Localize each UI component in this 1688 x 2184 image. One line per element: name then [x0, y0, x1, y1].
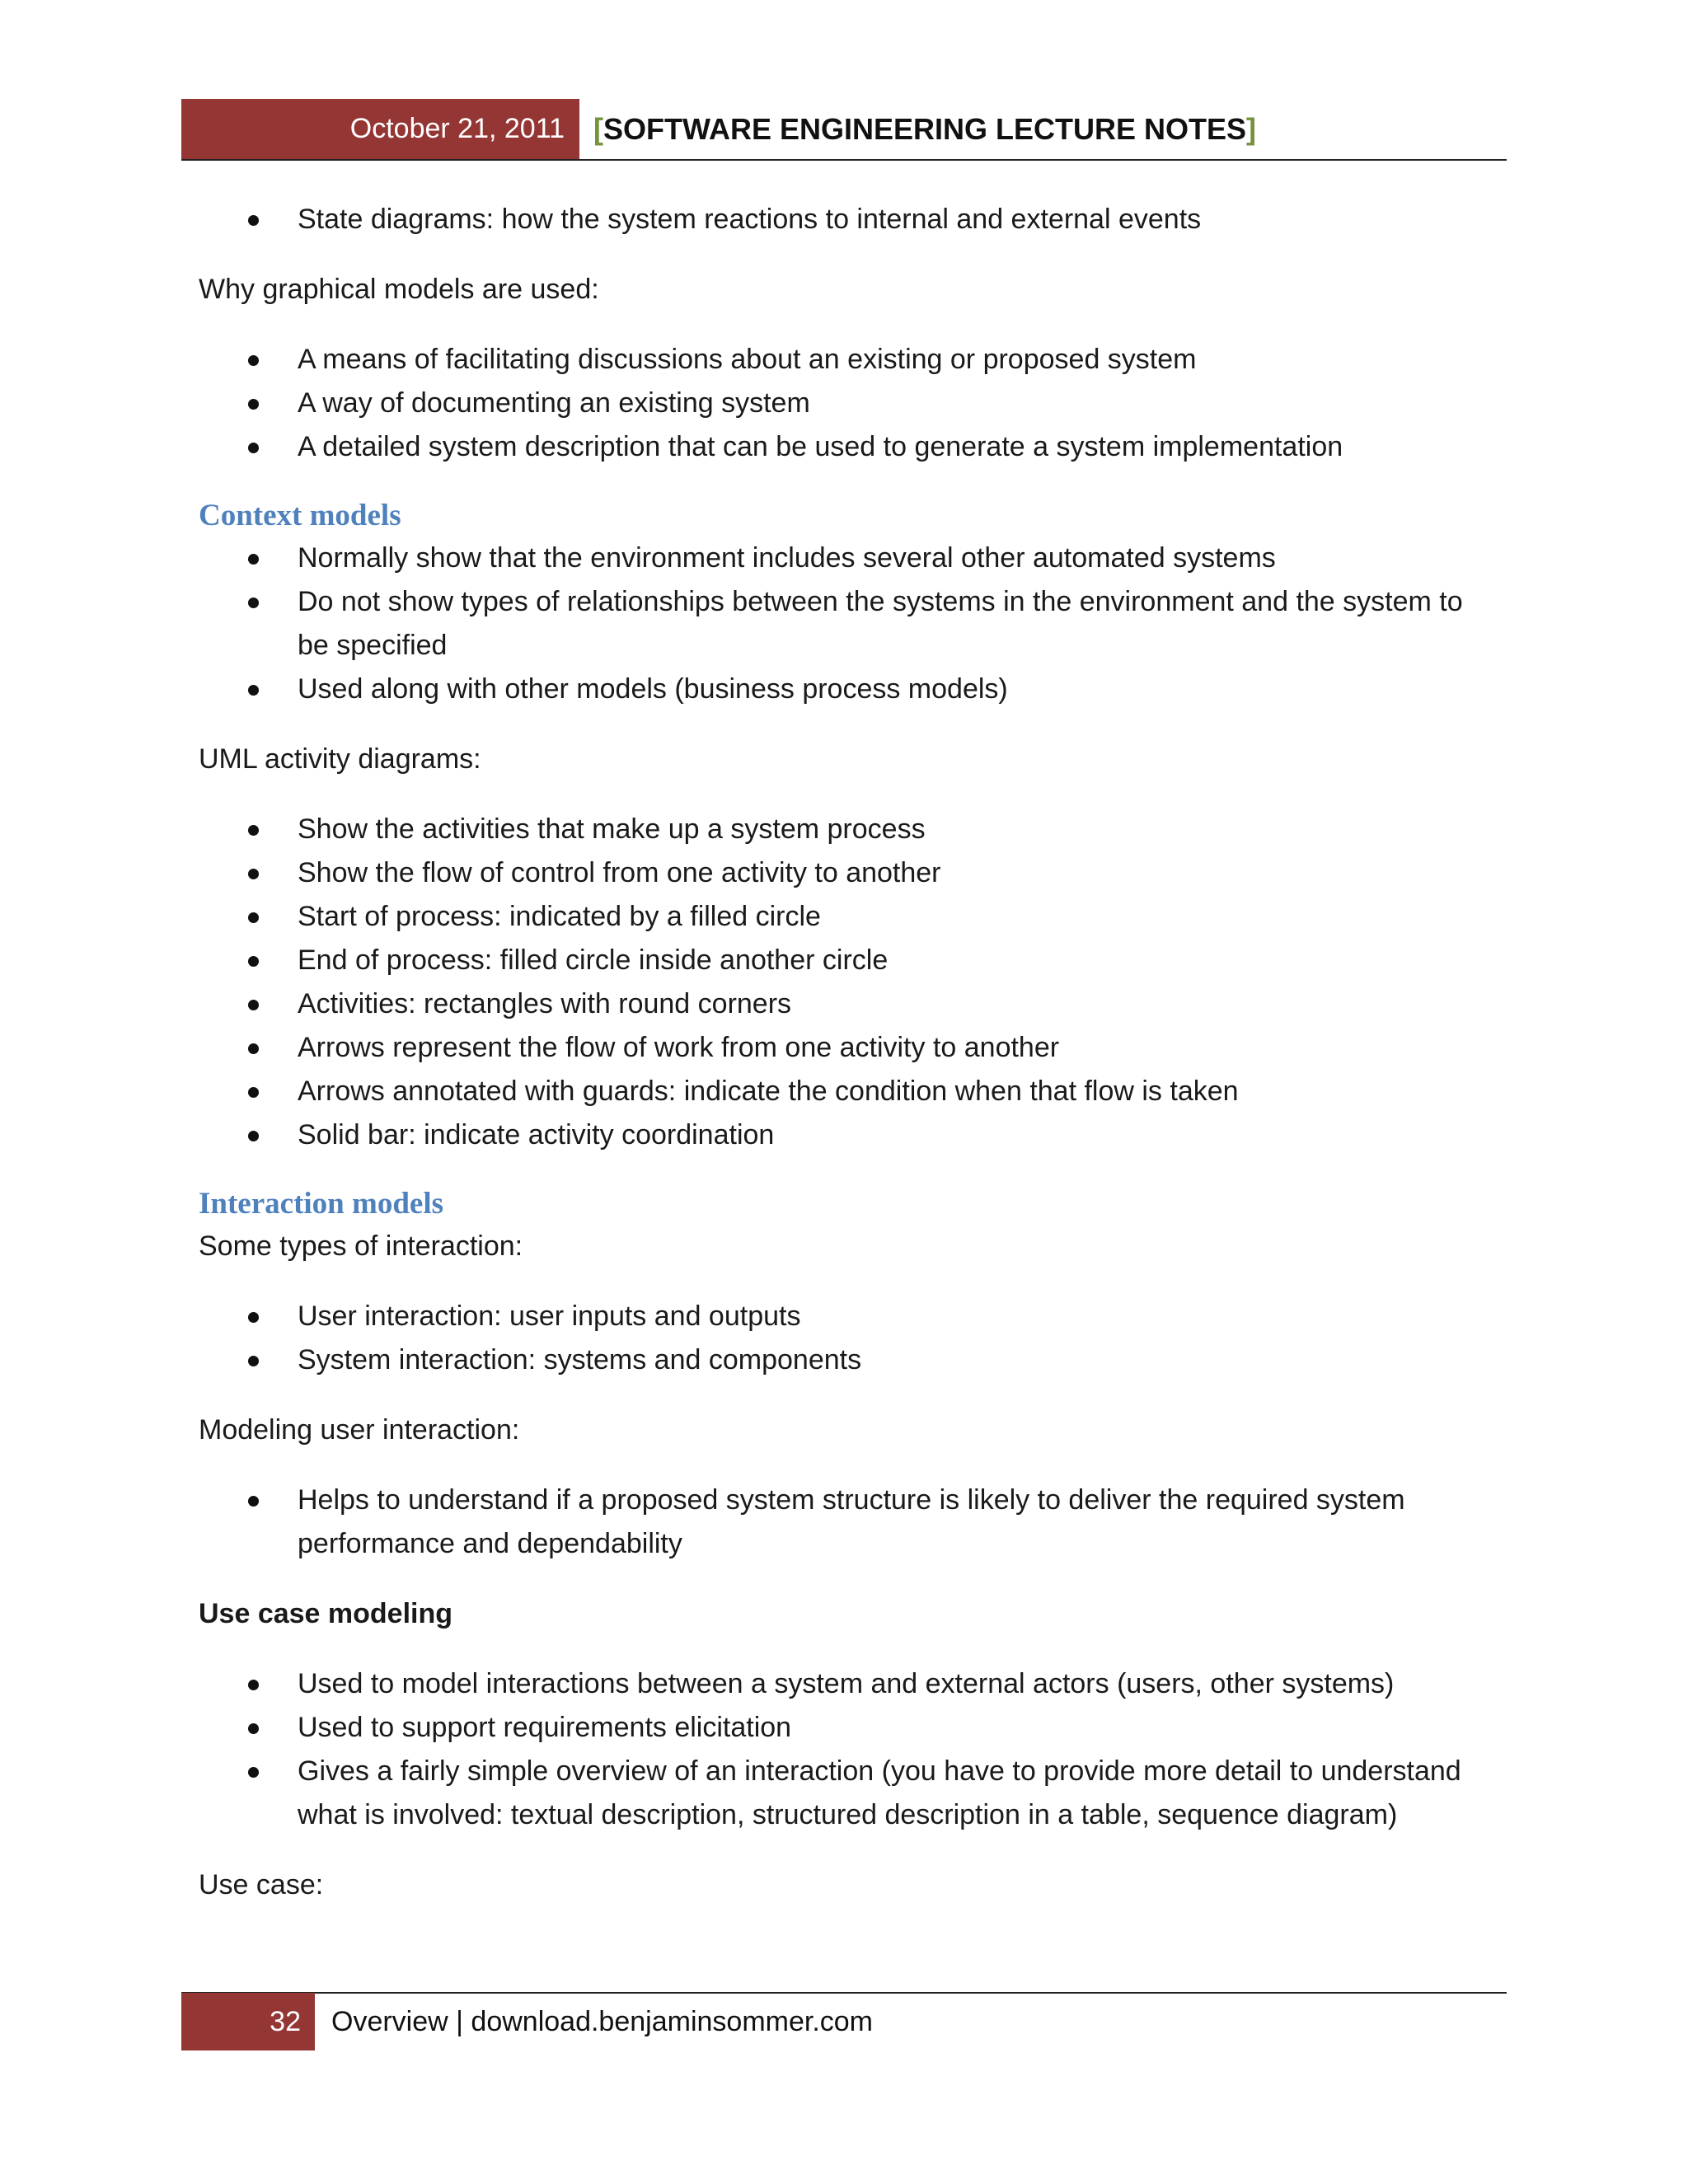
bullet-list: [199, 537, 1501, 711]
list-item-text: User interaction: user inputs and outputs: [298, 1301, 801, 1332]
bullet-icon: [248, 1496, 259, 1507]
bullet-icon: [248, 1043, 259, 1054]
footer-text: Overview | download.benjaminsommer.com: [331, 2006, 873, 2037]
bullet-icon: [248, 1312, 259, 1323]
section-heading: Context models: [199, 499, 401, 532]
bullet-list: [199, 1662, 1501, 1837]
list-item: [199, 338, 1501, 382]
header-title: [593, 99, 1256, 159]
bullet-list: [199, 198, 1501, 241]
section-heading: Interaction models: [199, 1187, 443, 1221]
list-item: [199, 808, 1501, 851]
list-item-text: Show the flow of control from one activity to another: [298, 857, 941, 888]
bullet-icon: [248, 956, 259, 967]
bullet-list: [199, 1295, 1501, 1382]
list-item-text: Solid bar: indicate activity coordination: [298, 1119, 775, 1151]
list-item: [199, 1338, 1501, 1382]
list-item-text: A detailed system description that can be used to generate a system implementation: [298, 431, 1343, 462]
bullet-icon: [248, 1356, 259, 1366]
list-item: [199, 1295, 1501, 1338]
bullet-icon: [248, 598, 259, 608]
header-rule: [181, 159, 1507, 161]
bullet-icon: [248, 1087, 259, 1098]
list-item: [199, 1479, 1501, 1566]
footer-page-number: 32: [270, 2006, 301, 2037]
subsection-heading: Use case modeling: [199, 1598, 453, 1629]
list-item-text: State diagrams: how the system reactions to internal and external events: [298, 204, 1202, 235]
bullet-list: [199, 1479, 1501, 1566]
bullet-icon: [248, 1131, 259, 1141]
bullet-icon: [248, 1680, 259, 1690]
list-item-text: Gives a fairly simple overview of an interaction (you have to provide more detail to understand what is involved: textual description, structured description in a table, sequence diagram): [298, 1755, 1461, 1830]
header-date: October 21, 2011: [349, 113, 565, 144]
header-bracket-open: [: [593, 112, 603, 146]
list-item: [199, 1070, 1501, 1113]
bullet-icon: [248, 355, 259, 366]
list-item-text: Used along with other models (business process models): [298, 673, 1008, 705]
bullet-icon: [248, 1000, 259, 1010]
list-item-text: Arrows represent the flow of work from one activity to another: [298, 1032, 1060, 1063]
list-item-text: Do not show types of relationships between the systems in the environment and the system to be specified: [298, 586, 1463, 661]
bullet-icon: [248, 912, 259, 923]
bullet-list: [199, 338, 1501, 469]
list-item-text: Start of process: indicated by a filled circle: [298, 901, 821, 932]
paragraph: Some types of interaction:: [199, 1230, 523, 1262]
header-title-text: SOFTWARE ENGINEERING LECTURE NOTES: [603, 112, 1247, 146]
bullet-icon: [248, 685, 259, 696]
paragraph: Use case:: [199, 1869, 324, 1900]
list-item-text: Used to support requirements elicitation: [298, 1712, 792, 1743]
list-item-text: System interaction: systems and components: [298, 1344, 862, 1376]
list-item: [199, 668, 1501, 711]
list-item: [199, 382, 1501, 425]
bullet-icon: [248, 554, 259, 565]
list-item: [199, 851, 1501, 895]
bullet-icon: [248, 1767, 259, 1778]
list-item: [199, 580, 1501, 668]
list-item: [199, 895, 1501, 939]
paragraph: Modeling user interaction:: [199, 1414, 520, 1446]
header-bracket-close: ]: [1246, 112, 1257, 146]
list-item: [199, 982, 1501, 1026]
bullet-icon: [248, 1723, 259, 1734]
list-item-text: A way of documenting an existing system: [298, 387, 810, 419]
paragraph: UML activity diagrams:: [199, 743, 481, 775]
bullet-icon: [248, 825, 259, 836]
list-item-text: Activities: rectangles with round corners: [298, 988, 792, 1019]
list-item-text: Used to model interactions between a system and external actors (users, other systems): [298, 1668, 1395, 1699]
list-item: [199, 1706, 1501, 1750]
bullet-icon: [248, 443, 259, 453]
list-item: [199, 537, 1501, 580]
list-item: [199, 1113, 1501, 1157]
list-item: [199, 1662, 1501, 1706]
list-item-text: Normally show that the environment includes several other automated systems: [298, 542, 1276, 574]
list-item-text: Show the activities that make up a system process: [298, 813, 926, 845]
list-item-text: End of process: filled circle inside another circle: [298, 944, 889, 976]
list-item: [199, 1026, 1501, 1070]
page-content: [199, 198, 1501, 1933]
list-item: [199, 1750, 1501, 1837]
bullet-icon: [248, 215, 259, 226]
list-item: [199, 198, 1501, 241]
bullet-icon: [248, 399, 259, 410]
bullet-list: [199, 808, 1501, 1157]
bullet-icon: [248, 869, 259, 879]
list-item: [199, 425, 1501, 469]
list-item-text: Arrows annotated with guards: indicate the condition when that flow is taken: [298, 1076, 1239, 1107]
list-item-text: A means of facilitating discussions about an existing or proposed system: [298, 344, 1197, 375]
list-item-text: Helps to understand if a proposed system structure is likely to deliver the required system performance and dependability: [298, 1484, 1405, 1559]
paragraph: Why graphical models are used:: [199, 274, 599, 305]
list-item: [199, 939, 1501, 982]
